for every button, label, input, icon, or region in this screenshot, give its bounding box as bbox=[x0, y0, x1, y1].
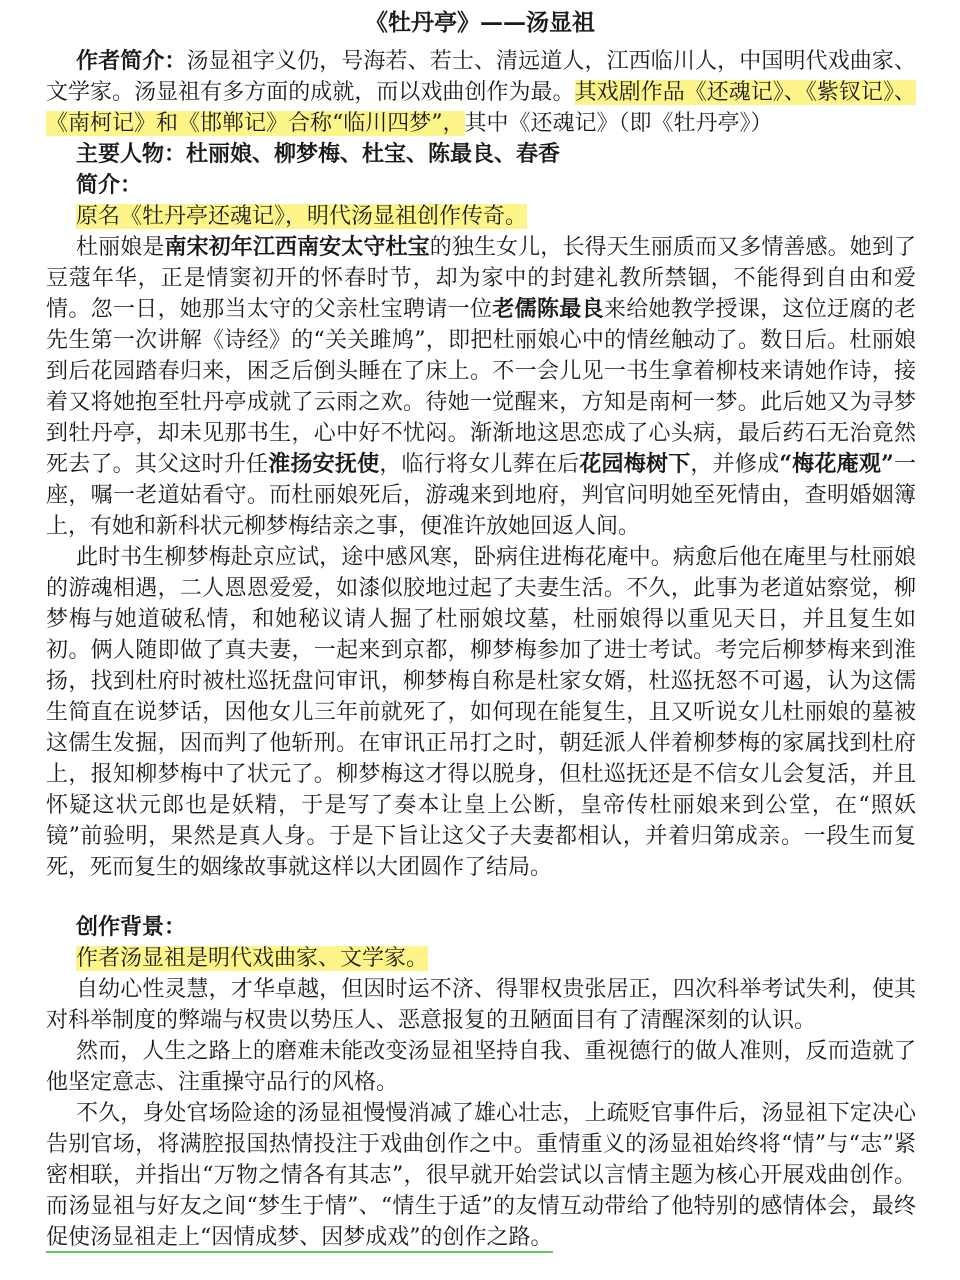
author-intro-text-tail: 其中《还魂记》（即《牡丹亭》） bbox=[464, 111, 773, 136]
author-intro-paragraph bbox=[46, 46, 916, 139]
text-span: ，临行将女儿葬在后 bbox=[379, 452, 580, 477]
synopsis-highlight: 原名《牡丹亭还魂记》，明代汤显祖创作传奇。 bbox=[76, 204, 528, 229]
bold-term: 淮扬安抚使 bbox=[268, 451, 380, 477]
bold-term: “梅花庵观” bbox=[779, 451, 894, 477]
synopsis-paragraph-1 bbox=[46, 232, 916, 542]
bold-term: 老儒陈最良 bbox=[492, 296, 604, 322]
text-span: 一座，嘱一老道姑看守。而杜丽娘死后，游魂来到地府，判官问明她至死情由，查明婚姻簿上，有她和新科状元柳梦梅结亲之事，便准许放她回返人间。 bbox=[46, 452, 916, 539]
main-characters: 主要人物：杜丽娘、柳梦梅、杜宝、陈最良、春香 bbox=[76, 141, 561, 167]
background-highlight-line bbox=[46, 943, 916, 974]
bold-term: 花园梅树下 bbox=[579, 451, 691, 477]
text-span: 来给她教学授课，这位迂腐的老先生第一次讲解《诗经》的“关关雎鸠”，即把杜丽娘心中的情丝触动了。数日后。杜丽娘到后花园踏春归来，困乏后倒头睡在了床上。不一会儿见一书生拿着柳枝来请她作诗，接着又将她抱至牡丹亭成就了云雨之欢。待她一觉醒来，方知是南柯一梦。此后她又为寻梦到牡丹亭，却未见那书生，心中好不忧闷。渐渐地这思恋成了心头病，最后药石无治竟然死去了。其父这时升任 bbox=[46, 297, 916, 477]
document-title: 《牡丹亭》——汤显祖 bbox=[365, 9, 595, 36]
synopsis-label: 简介： bbox=[76, 172, 143, 198]
background-label: 创作背景： bbox=[76, 914, 187, 940]
author-intro-label: 作者简介： bbox=[76, 48, 187, 74]
author-intro-text: 汤显祖字义仍，号海若、若士、清远道人，江西临川人，中国明代戏曲家、文学家。汤显祖有多方面的成就，而以戏曲创作为最。 bbox=[46, 49, 916, 105]
bold-term: 南宋初年江西南安太守杜宝 bbox=[164, 234, 430, 260]
underlined-conclusion: 促使汤显祖走上“因情成梦、因梦成戏”的创作之路。 bbox=[46, 1225, 553, 1253]
background-section bbox=[46, 912, 916, 1253]
text-span: 的独生女儿，长得天生丽质而又多情善感。她到了豆蔻年华，正是情窦初开的怀春时节，却为家中的封建礼教所禁锢，不能得到自由和爱情。忽一日，她那当太守的父亲杜宝聘请一位 bbox=[46, 235, 916, 322]
text-span: ，并修成 bbox=[690, 452, 780, 477]
synopsis-highlight-line bbox=[46, 201, 916, 232]
background-paragraph-1: 自幼心性灵慧，才华卓越，但因时运不济、得罪权贵张居正，四次科举考试失利，使其对科举制度的弊端与权贵以势压人、恶意报复的丑陋面目有了清醒深刻的认识。 bbox=[46, 977, 916, 1033]
synopsis-section bbox=[46, 232, 916, 883]
text-span: 杜丽娘是 bbox=[76, 235, 165, 260]
synopsis-paragraph-2: 此时书生柳梦梅赴京应试，途中感风寒，卧病住进梅花庵中。病愈后他在庵里与杜丽娘的游魂相遇，二人恩恩爱爱，如漆似胶地过起了夫妻生活。不久，此事为老道姑察觉，柳梦梅与她道破私情，和她秘议请人掘了杜丽娘坟墓，杜丽娘得以重见天日，并且复生如初。俩人随即做了真夫妻，一起来到京都，柳梦梅参加了进士考试。考完后柳梦梅来到淮扬，找到杜府时被杜巡抚盘问审讯，柳梦梅自称是杜家女婿，杜巡抚怒不可遏，认为这儒生简直在说梦话，因他女儿三年前就死了，如何现在能复生，且又听说女儿杜丽娘的墓被这儒生发掘，因而判了他斩刑。在审讯正吊打之时，朝廷派人伴着柳梦梅的家属找到杜府上，报知柳梦梅中了状元了。柳梦梅这才得以脱身，但杜巡抚还是不信女儿会复活，并且怀疑这状元郎也是妖精，于是写了奏本让皇上公断，皇帝传杜丽娘来到公堂，在“照妖镜”前验明，果然是真人身。于是下旨让这父子夫妻都相认，并着归第成亲。一段生而复死，死而复生的姻缘故事就这样以大团圆作了结局。 bbox=[46, 545, 916, 880]
author-intro-section bbox=[46, 46, 916, 232]
background-highlight: 作者汤显祖是明代戏曲家、文学家。 bbox=[76, 946, 429, 971]
background-paragraph-3 bbox=[46, 1098, 916, 1253]
author-intro-highlight: 其戏剧作品《还魂记》、《紫钗记》、《南柯记》和《邯郸记》合称“临川四梦”， bbox=[46, 80, 916, 136]
text-span: 不久，身处官场险途的汤显祖慢慢消减了雄心壮志，上疏贬官事件后，汤显祖下定决心告别官场，将满腔报国热情投注于戏曲创作之中。重情重义的汤显祖始终将“情”与“志”紧密相联，并指出“万物之情各有其志”，很早就开始尝试以言情主题为核心开展戏曲创作。而汤显祖与好友之间“梦生于情”、“情生于适”的友情互动带给了他特别的感情体会，最终 bbox=[46, 1101, 916, 1219]
background-paragraph-2: 然而，人生之路上的磨难未能改变汤显祖坚持自我、重视德行的做人准则，反而造就了他坚定意志、注重操守品行的风格。 bbox=[46, 1039, 916, 1095]
